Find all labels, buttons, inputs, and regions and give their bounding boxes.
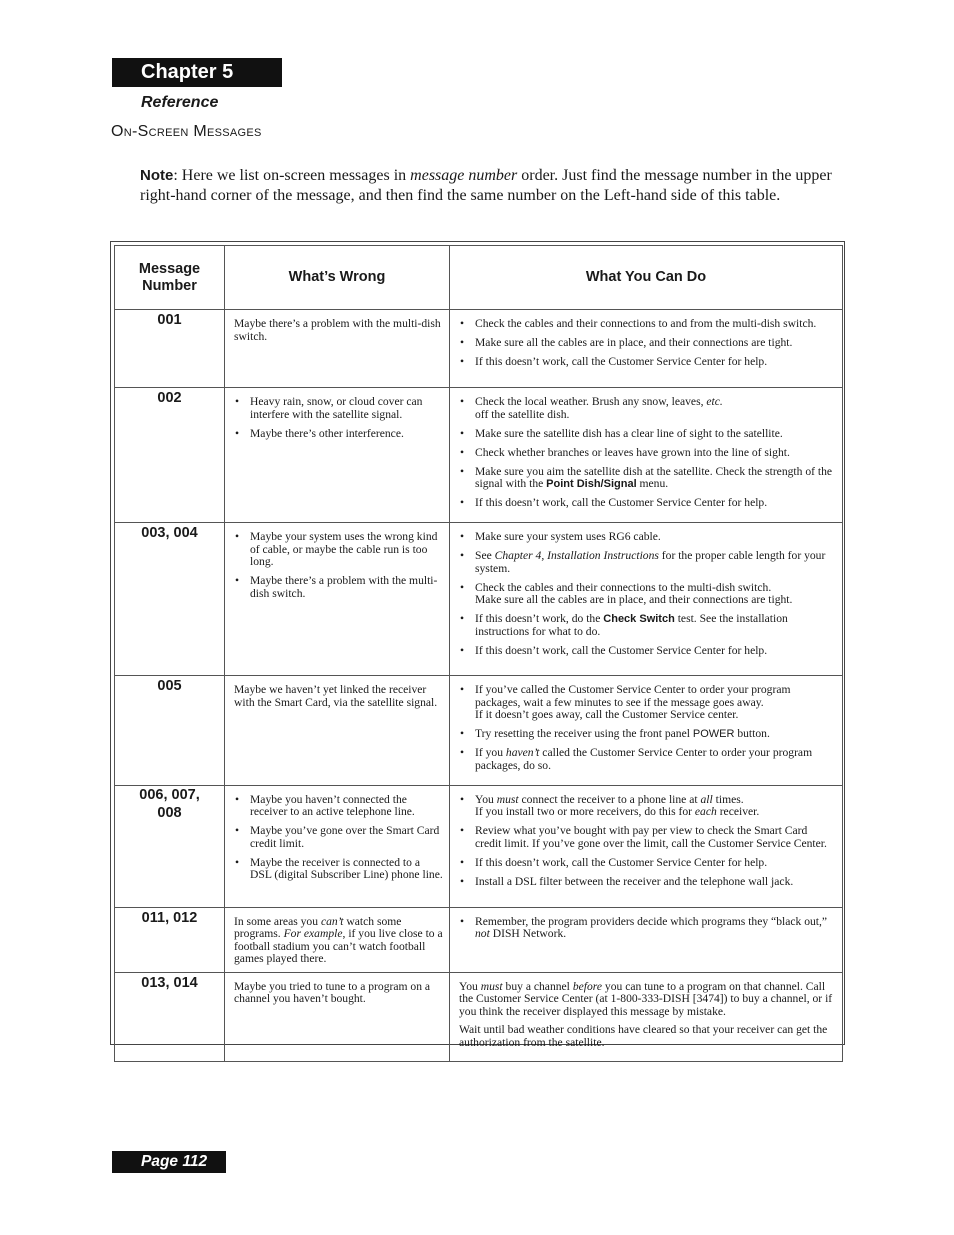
table-row	[115, 907, 843, 972]
list-item: • Maybe the receiver is connected to a DSL (digital Subscriber Line) phone line.	[234, 857, 443, 882]
table-header-row	[115, 246, 843, 310]
note-emphasis: message number	[410, 167, 518, 184]
table-row	[115, 785, 843, 907]
list-item: • If this doesn’t work, call the Customer Service Center for help.	[459, 356, 836, 369]
list-item: • Make sure you aim the satellite dish at the satellite. Check the strength of the signal with the Point Dish/Signal menu.	[459, 466, 836, 491]
list-item: • Remember, the program providers decide which programs they “black out,” not DISH Network.	[459, 916, 836, 941]
what-you-can-do-cell	[450, 388, 843, 523]
whats-wrong-cell	[225, 785, 450, 907]
page-number: Page 112	[112, 1151, 226, 1173]
list-item: • Try resetting the receiver using the front panel POWER button.	[459, 728, 836, 741]
whats-wrong-cell: Maybe there’s a problem with the multi-dish switch.	[225, 310, 450, 388]
list-item: • Review what you’ve bought with pay per view to check the Smart Card credit limit. If you’ve gone over the limit, call the Customer Service Center.	[459, 825, 836, 850]
whats-wrong-cell	[225, 388, 450, 523]
message-number: 011, 012	[115, 907, 225, 972]
paragraph: You must buy a channel before you can tune to a program on that channel. Call the Customer Service Center (at 1-800-333-DISH [3474]) to buy a channel, or if you think the receiver displayed this message by mistake.	[459, 979, 833, 1018]
message-number: 002	[115, 388, 225, 523]
list-item: • Maybe there’s other interference.	[234, 428, 443, 441]
section-title: On-Screen Messages	[111, 123, 262, 140]
whats-wrong-cell	[225, 523, 450, 676]
list-item: • If you haven’t called the Customer Service Center to order your program packages, do so.	[459, 747, 836, 772]
list-item: • Check the cables and their connections to the multi-dish switch. Make sure all the cables are in place, and their connections are tight.	[459, 582, 836, 607]
what-you-can-do-cell	[450, 785, 843, 907]
list-item: • Check the cables and their connections to and from the multi-dish switch.	[459, 318, 836, 331]
header-what-you-can-do: What You Can Do	[450, 246, 843, 310]
chapter-banner: Chapter 5	[112, 58, 282, 87]
note-text: : Here we list on-screen messages in	[173, 167, 411, 184]
list-item: • Maybe your system uses the wrong kind of cable, or maybe the cable run is too long.	[234, 531, 443, 569]
note-label: Note	[140, 167, 174, 184]
list-item: • Check the local weather. Brush any snow, leaves, etc. off the satellite dish.	[459, 396, 836, 421]
what-you-can-do-cell	[450, 310, 843, 388]
what-you-can-do-cell	[450, 907, 843, 972]
list-item: • You must connect the receiver to a phone line at all times. If you install two or more receivers, do this for each receiver.	[459, 794, 836, 819]
list-item: • See Chapter 4, Installation Instructions for the proper cable length for your system.	[459, 550, 836, 575]
list-item: • If this doesn’t work, do the Check Switch test. See the installation instructions for what to do.	[459, 613, 836, 638]
list-item: • Maybe you haven’t connected the receiver to an active telephone line.	[234, 794, 443, 819]
message-number: 005	[115, 676, 225, 786]
list-item: • Maybe there’s a problem with the multi-dish switch.	[234, 575, 443, 600]
list-item: • Make sure the satellite dish has a clear line of sight to the satellite.	[459, 428, 836, 441]
table-row	[115, 972, 843, 1062]
messages-table	[114, 245, 843, 1062]
list-item: • If this doesn’t work, call the Customer Service Center for help.	[459, 857, 836, 870]
list-item: • Maybe you’ve gone over the Smart Card credit limit.	[234, 825, 443, 850]
header-whats-wrong: What’s Wrong	[225, 246, 450, 310]
whats-wrong-cell: Maybe we haven’t yet linked the receiver with the Smart Card, via the satellite signal.	[225, 676, 450, 786]
list-item: • If this doesn’t work, call the Customer Service Center for help.	[459, 645, 836, 658]
list-item: • Heavy rain, snow, or cloud cover can interfere with the satellite signal.	[234, 396, 443, 421]
table-row	[115, 523, 843, 676]
note-text: order. Just find the message number in the upper right-hand corner of the message, and then find the same number on the Left-hand side of this table.	[140, 167, 832, 204]
message-number: 013, 014	[115, 972, 225, 1062]
list-item: • If this doesn’t work, call the Customer Service Center for help.	[459, 497, 836, 510]
message-number: 003, 004	[115, 523, 225, 676]
note-paragraph	[140, 166, 840, 205]
chapter-subtitle: Reference	[141, 94, 219, 111]
table-row	[115, 676, 843, 786]
table-row	[115, 310, 843, 388]
what-you-can-do-cell	[450, 523, 843, 676]
table-row	[115, 388, 843, 523]
whats-wrong-cell: Maybe you tried to tune to a program on a channel you haven’t bought.	[225, 972, 450, 1062]
list-item: • Make sure your system uses RG6 cable.	[459, 531, 836, 544]
list-item: • If you’ve called the Customer Service Center to order your program packages, wait a few minutes to see if the message goes away. If it doesn’t goes away, call the Customer Service center.	[459, 684, 836, 722]
list-item: • Install a DSL filter between the receiver and the telephone wall jack.	[459, 876, 836, 889]
whats-wrong-cell: In some areas you can’t watch some programs. For example, if you live close to a football stadium you can’t watch football games played there.	[225, 907, 450, 972]
list-item: • Make sure all the cables are in place, and their connections are tight.	[459, 337, 836, 350]
paragraph: Wait until bad weather conditions have cleared so that your receiver can get the authorization from the satellite.	[459, 1023, 828, 1049]
message-number: 006, 007, 008	[115, 785, 225, 907]
what-you-can-do-cell	[450, 972, 843, 1062]
header-message-number: Message Number	[115, 246, 225, 310]
list-item: • Check whether branches or leaves have grown into the line of sight.	[459, 447, 836, 460]
what-you-can-do-cell	[450, 676, 843, 786]
message-number: 001	[115, 310, 225, 388]
